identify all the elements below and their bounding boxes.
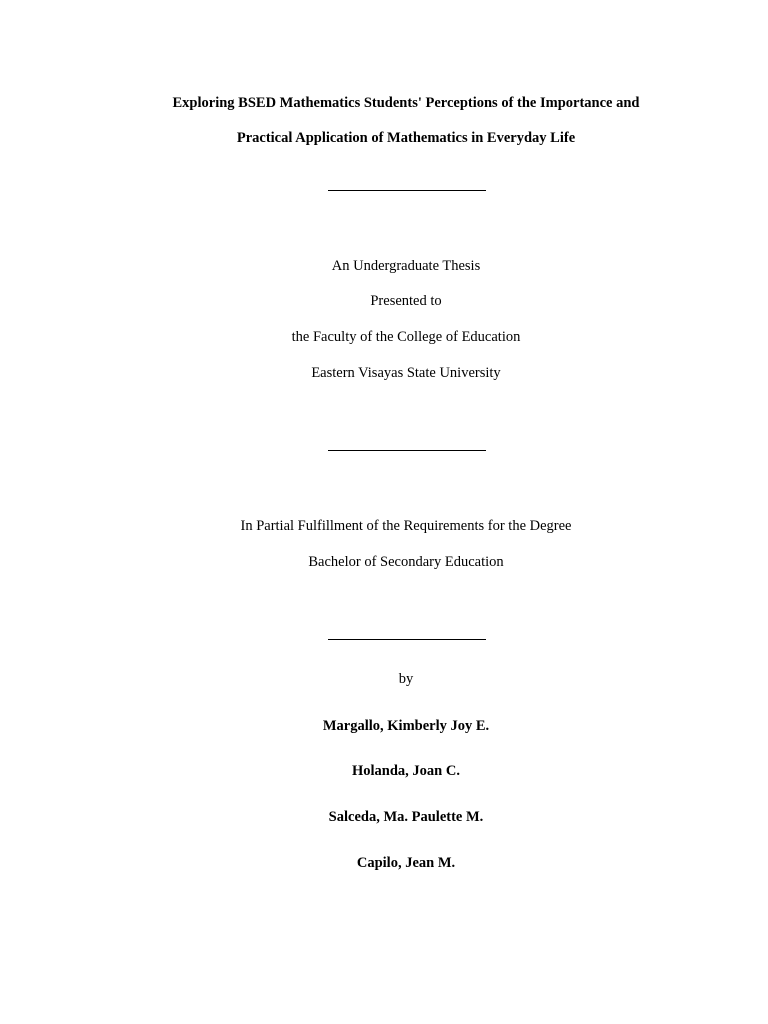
author-name: Salceda, Ma. Paulette M. [328,809,484,825]
separator-rule-1 [328,190,486,191]
fulfillment-statement: In Partial Fulfillment of the Requirements for the Degree [240,518,572,534]
degree-name: Bachelor of Secondary Education [308,554,504,570]
thesis-title-line-2: Practical Application of Mathematics in Everyday Life [236,130,576,146]
university-name: Eastern Visayas State University [311,365,501,381]
thesis-type: An Undergraduate Thesis [331,258,481,274]
by-label: by [398,671,414,687]
separator-rule-2 [328,450,486,451]
author-name: Capilo, Jean M. [356,855,456,871]
separator-rule-3 [328,639,486,640]
thesis-title-line-1: Exploring BSED Mathematics Students' Perceptions of the Importance and [172,95,640,111]
author-name: Margallo, Kimberly Joy E. [322,718,490,734]
faculty-name: the Faculty of the College of Education [291,329,521,345]
author-name: Holanda, Joan C. [352,763,460,779]
presented-to: Presented to [370,293,442,309]
